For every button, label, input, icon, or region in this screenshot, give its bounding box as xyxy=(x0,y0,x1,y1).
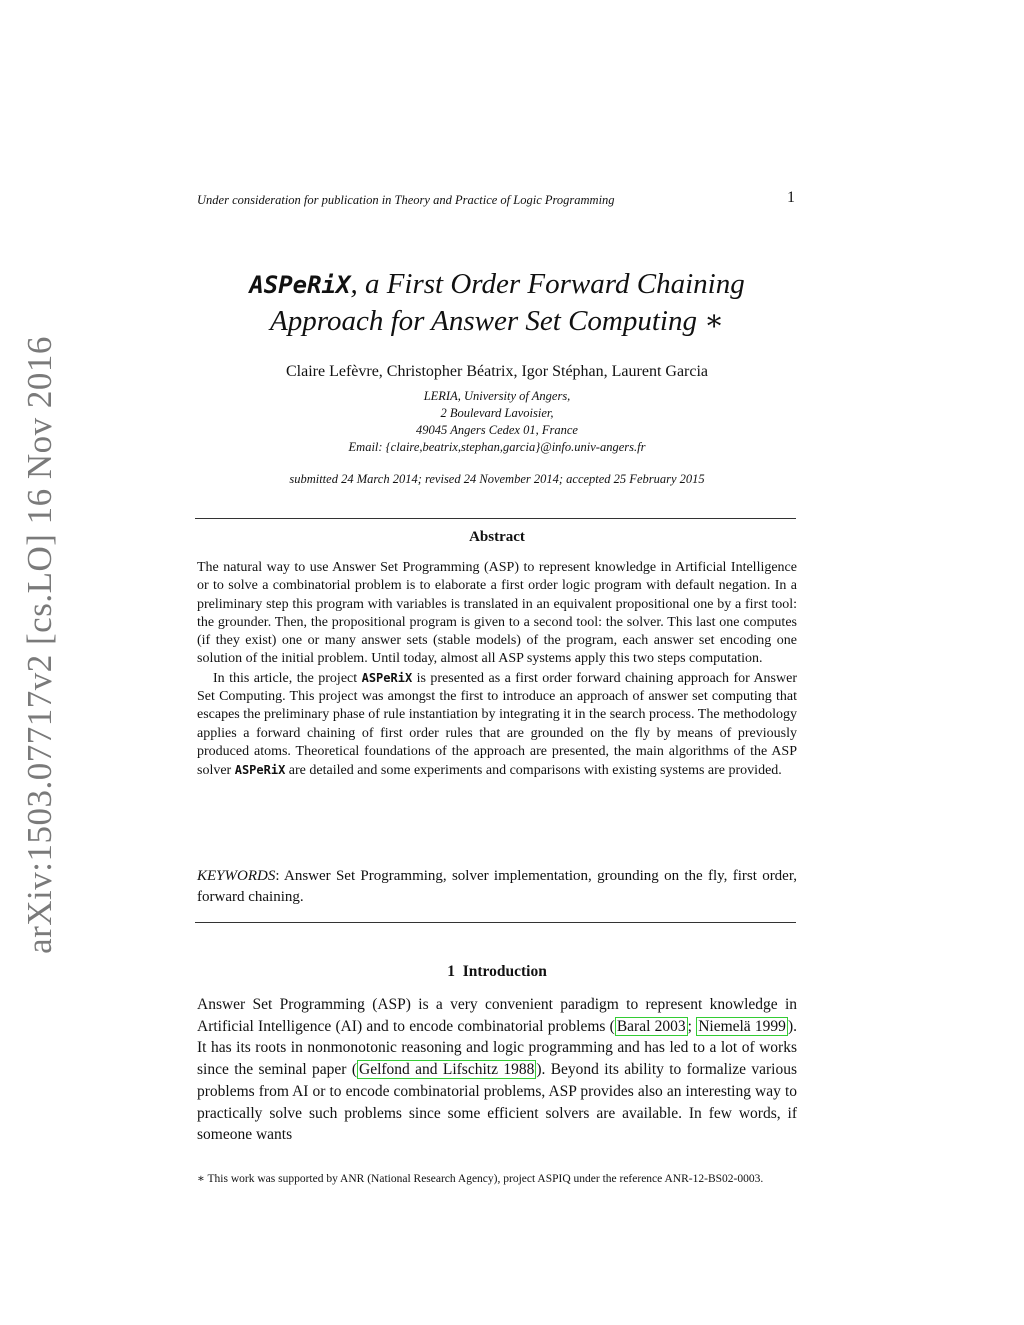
footnote-mark: ∗ xyxy=(197,1173,205,1185)
abstract-body xyxy=(197,559,797,781)
keywords xyxy=(197,866,797,908)
system-name: ASPeRiX xyxy=(361,670,413,685)
authors: Claire Lefèvre, Christopher Béatrix, Igor Stéphan, Laurent Garcia xyxy=(285,363,709,380)
affiliation xyxy=(197,388,797,456)
keywords-text: : Answer Set Programming, solver implementation, grounding on the fly, first order, forward chaining. xyxy=(197,868,797,905)
arxiv-stamp-text: arXiv:1503.07717v2 [cs.LO] 16 Nov 2016 xyxy=(20,336,59,954)
paper-title xyxy=(197,266,797,339)
affiliation-line: 49045 Angers Cedex 01, France xyxy=(416,423,578,437)
intro-text: ; xyxy=(687,1017,697,1035)
title-system-name: ASPeRiX xyxy=(249,271,351,299)
intro-text: Answer Set Programming (ASP) is a very convenient paradigm to represent knowledge in Artificial Intelligence (AI) and to encode combinatorial problems ( xyxy=(197,996,797,1035)
page-number: 1 xyxy=(787,189,795,206)
footnote xyxy=(197,1172,797,1187)
title-line2: Approach for Answer Set Computing ∗ xyxy=(270,305,724,337)
section-number: 1 xyxy=(447,963,455,980)
abstract-text: is presented as a first order forward chaining approach for Answer Set Computing. This project was amongst the first to introduce an approach of answer set computing that escapes the preliminary phase of rule instantiation by integrating it in the search process. The methodology applies a forward chaining of first order rules that are grounded on the fly by means of previously produced atoms. Theoretical foundations of the approach are presented, the main algorithms of the ASP solver xyxy=(197,670,797,779)
citation-link[interactable]: Baral 2003 xyxy=(616,1017,686,1035)
intro-body xyxy=(197,994,797,1146)
abstract-text: In this article, the project xyxy=(213,670,362,686)
title-line1: , a First Order Forward Chaining xyxy=(350,268,745,300)
footnote-text: This work was supported by ANR (National Research Agency), project ASPIQ under the reference ANR-12-BS02-0003. xyxy=(207,1173,764,1185)
running-header-text: Under consideration for publication in Theory and Practice of Logic Programming xyxy=(197,193,615,207)
section-heading xyxy=(197,963,797,981)
abstract-heading: Abstract xyxy=(469,529,525,545)
arxiv-stamp xyxy=(20,336,60,954)
submission-dates: submitted 24 March 2014; revised 24 November 2014; accepted 25 February 2015 xyxy=(289,472,705,486)
abstract-bottom-rule xyxy=(195,922,796,923)
affiliation-line: 2 Boulevard Lavoisier, xyxy=(440,406,554,420)
abstract-text: are detailed and some experiments and comparisons with existing systems are provided. xyxy=(285,763,782,779)
intro-text: ). It has its roots in nonmonotonic reasoning and logic programming and has led to a lot of works since the seminal paper ( xyxy=(197,1017,797,1079)
abstract-paragraph-1: The natural way to use Answer Set Programming (ASP) to represent knowledge in Artificial Intelligence or to solve a combinatorial problem is to elaborate a first order logic program with default negation. In a preliminary step this program with variables is translated in an equivalent propositional one by a first tool: the grounder. Then, the propositional program is given to a second tool: the solver. This last one computes (if they exist) one or many answer sets (stable models) of the program, each answer set encoding one solution of the initial problem. Until today, almost all ASP systems apply this two steps computation. xyxy=(197,560,797,667)
keywords-label: KEYWORDS xyxy=(197,868,276,884)
affiliation-email: Email: {claire,beatrix,stephan,garcia}@info.univ-angers.fr xyxy=(348,440,646,454)
affiliation-line: LERIA, University of Angers, xyxy=(423,389,571,403)
abstract-paragraph-2 xyxy=(197,669,797,781)
intro-paragraph xyxy=(197,994,797,1146)
citation-link[interactable]: Niemelä 1999 xyxy=(698,1017,786,1035)
intro-text: ). Beyond its ability to formalize various problems from AI or to encode combinatorial problems, ASP provides also an interesting way to practically solve such problems since some efficient solvers are available. In few words, if someone wants xyxy=(197,1061,798,1144)
system-name: ASPeRiX xyxy=(234,763,286,778)
citation-link[interactable]: Gelfond and Lifschitz 1988 xyxy=(359,1061,535,1079)
running-header xyxy=(197,189,797,213)
section-title: Introduction xyxy=(462,963,547,980)
abstract-top-rule xyxy=(195,518,796,519)
